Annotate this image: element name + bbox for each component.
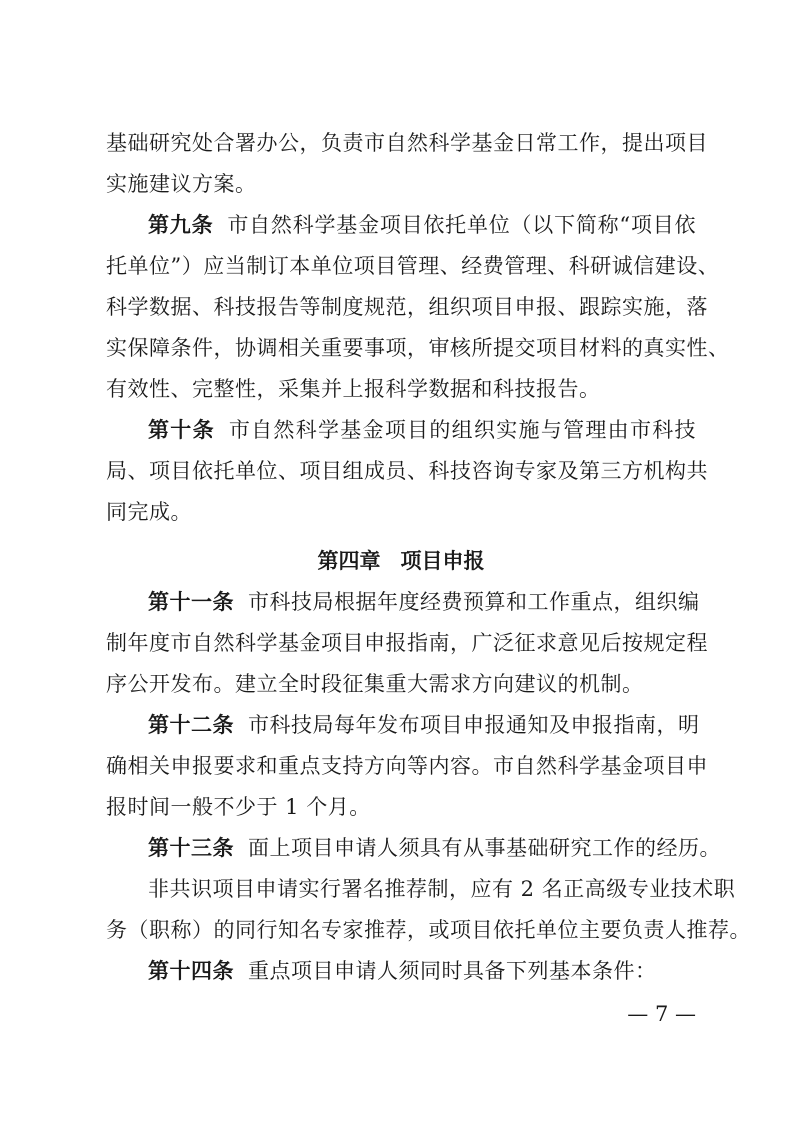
article-11-first-line (148, 584, 700, 620)
article-heading: 第十二条 (148, 713, 234, 737)
article-heading: 第十四条 (148, 959, 234, 983)
text-line: 市科技局根据年度经费预算和工作重点，组织编 (248, 590, 700, 614)
article-12-first-line (148, 707, 700, 743)
chapter-name: 项目申报 (400, 549, 485, 573)
article-14-first-line (148, 953, 696, 989)
text-line: 实施建议方案。 (106, 172, 257, 196)
article-13-first-line (148, 830, 721, 866)
article-9-first-line (148, 207, 696, 243)
article-heading: 第十三条 (148, 836, 234, 860)
text-line: 非共识项目申请实行署名推荐制，应有 2 名正高级专业技术职 (148, 877, 736, 901)
text-line: 科学数据、科技报告等制度规范，组织项目申报、跟踪实施，落 (106, 295, 708, 319)
text-line: 实保障条件，协调相关重要事项，审核所提交项目材料的真实性、 (106, 336, 730, 360)
text-line: 市自然科学基金项目的组织实施与管理由市科技 (228, 418, 697, 442)
text-line: 基础研究处合署办公，负责市自然科学基金日常工作，提出项目 (106, 131, 708, 155)
text-line: 市科技局每年发布项目申报通知及申报指南，明 (248, 713, 700, 737)
text-line: 务（职称）的同行知名专家推荐，或项目依托单位主要负责人推荐。 (106, 918, 751, 942)
text-line: 报时间一般不少于 1 个月。 (106, 795, 371, 819)
text-line: 重点项目申请人须同时具备下列基本条件： (248, 959, 657, 983)
article-heading: 第十条 (148, 418, 215, 442)
text-line: 托单位”）应当制订本单位项目管理、经费管理、科研诚信建设、 (106, 254, 720, 278)
page-number: — 7 — (627, 1002, 696, 1026)
text-line: 制年度市自然科学基金项目申报指南，广泛征求意见后按规定程 (106, 631, 708, 655)
text-line: 局、项目依托单位、项目组成员、科技咨询专家及第三方机构共 (106, 459, 708, 483)
chapter-number: 第四章 (317, 549, 381, 573)
chapter-title (106, 543, 696, 579)
text-line: 市自然科学基金项目依托单位（以下简称“项目依 (227, 213, 697, 237)
text-line: 有效性、完整性，采集并上报科学数据和科技报告。 (106, 377, 601, 401)
text-line: 确相关申报要求和重点支持方向等内容。市自然科学基金项目申 (106, 754, 708, 778)
text-line: 面上项目申请人须具有从事基础研究工作的经历。 (248, 836, 721, 860)
article-heading: 第十一条 (148, 590, 234, 614)
text-line: 序公开发布。建立全时段征集重大需求方向建议的机制。 (106, 672, 644, 696)
article-10-first-line (148, 412, 696, 448)
article-heading: 第九条 (148, 213, 214, 237)
text-line: 同完成。 (106, 500, 192, 524)
